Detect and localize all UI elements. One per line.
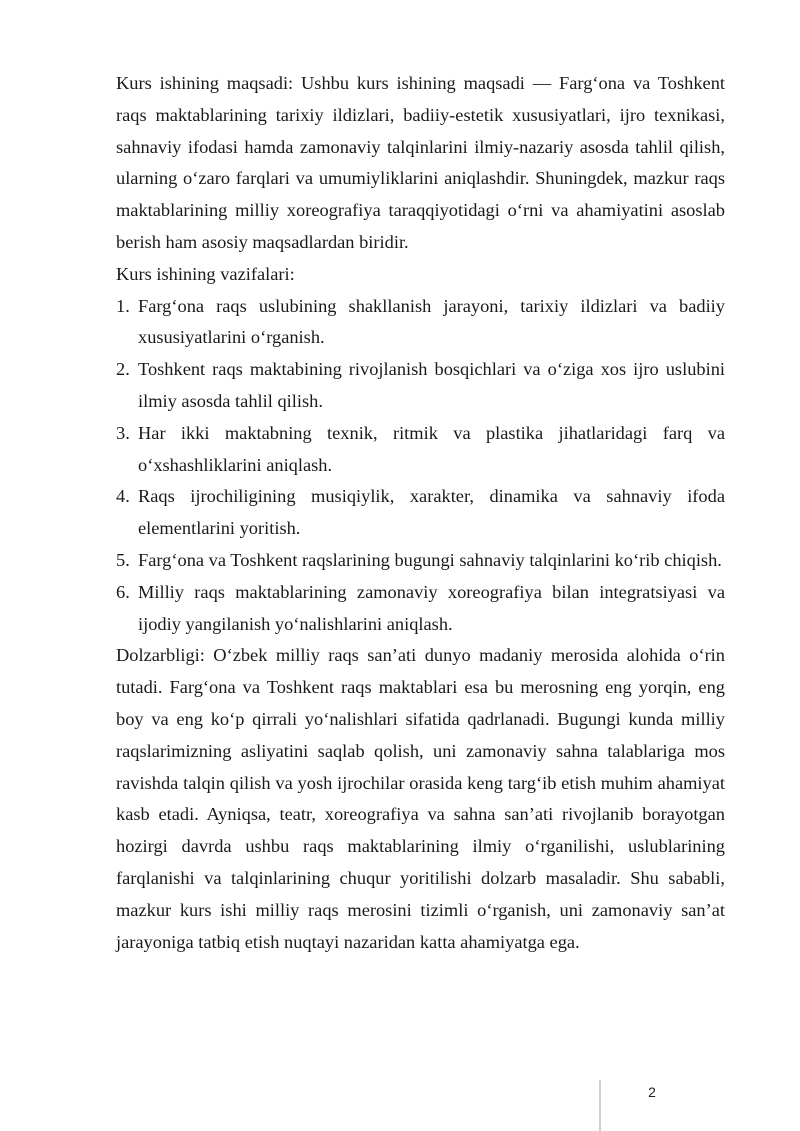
list-item-text: Toshkent raqs maktabining rivojlanish bosqichlari va o‘ziga xos ijro uslubini ilmiy asosda tahlil qilish. xyxy=(138,359,725,411)
list-item-number: 4. xyxy=(116,486,130,507)
list-item-text: Milliy raqs maktablarining zamonaviy xoreografiya bilan integratsiyasi va ijodiy yangilanish yo‘nalishlarini aniqlash. xyxy=(138,581,725,634)
tasks-heading: Kurs ishining vazifalari: xyxy=(116,263,295,284)
page-content xyxy=(116,68,725,958)
list-item xyxy=(116,291,725,355)
tasks-list xyxy=(116,291,725,641)
list-item xyxy=(116,354,725,418)
list-item xyxy=(116,481,725,545)
purpose-paragraph: Kurs ishining maqsadi: Ushbu kurs ishining maqsadi — Farg‘ona va Toshkent raqs maktablarining tarixiy ildizlari, badiiy-estetik xususiyatlari, ijro texnikasi, sahnaviy ifodasi hamda zamonaviy talqinlarini ilmiy-nazariy asosda tahlil qilish, ularning o‘zaro farqlari va umumiyliklarini aniqlashdir. Shuningdek, mazkur raqs maktablarining milliy xoreografiya taraqqiyotidagi o‘rni va ahamiyatini asoslab berish ham asosiy maqsadlardan biridir. xyxy=(116,73,725,252)
list-item-number: 5. xyxy=(116,549,130,570)
list-item xyxy=(116,545,725,577)
list-item-text: Farg‘ona va Toshkent raqslarining bugungi sahnaviy talqinlarini ko‘rib chiqish. xyxy=(138,549,722,570)
list-item-text: Farg‘ona raqs uslubining shakllanish jarayoni, tarixiy ildizlari va badiiy xususiyatlarini o‘rganish. xyxy=(138,295,725,348)
page-divider xyxy=(599,1080,601,1131)
list-item-text: Har ikki maktabning texnik, ritmik va plastika jihatlaridagi farq va o‘xshashliklarini aniqlash. xyxy=(138,422,725,475)
list-item-number: 6. xyxy=(116,581,130,602)
list-item-text: Raqs ijrochiligining musiqiylik, xarakter, dinamika va sahnaviy ifoda elementlarini yoritish. xyxy=(138,486,725,539)
list-item-number: 1. xyxy=(116,295,130,316)
relevance-paragraph: Dolzarbligi: O‘zbek milliy raqs san’ati dunyo madaniy merosida alohida o‘rin tutadi. Farg‘ona va Toshkent raqs maktablari esa bu merosning eng yorqin, eng boy va eng ko‘p qirrali yo‘nalishlari sifatida qadrlanadi. Bugungi kunda milliy raqslarimizning asliyatini saqlab qolish, uni zamonaviy sahna talablariga mos ravishda talqin qilish va yosh ijrochilar orasida keng targ‘ib etish muhim ahamiyat kasb etadi. Ayniqsa, teatr, xoreografiya va sahna san’ati rivojlanib borayotgan hozirgi davrda ushbu raqs maktablarining ilmiy o‘rganilishi, uslublarining farqlanishi va talqinlarining chuqur yoritilishi dolzarb masaladir. Shu sababli, mazkur kurs ishi milliy raqs merosini tizimli o‘rganish, uni zamonaviy san’at jarayoniga tatbiq etish nuqtayi nazaridan katta ahamiyatga ega. xyxy=(116,645,725,952)
list-item xyxy=(116,577,725,641)
list-item-number: 3. xyxy=(116,422,130,443)
page-number: 2 xyxy=(648,1084,656,1100)
list-item xyxy=(116,418,725,482)
list-item-number: 2. xyxy=(116,359,130,380)
